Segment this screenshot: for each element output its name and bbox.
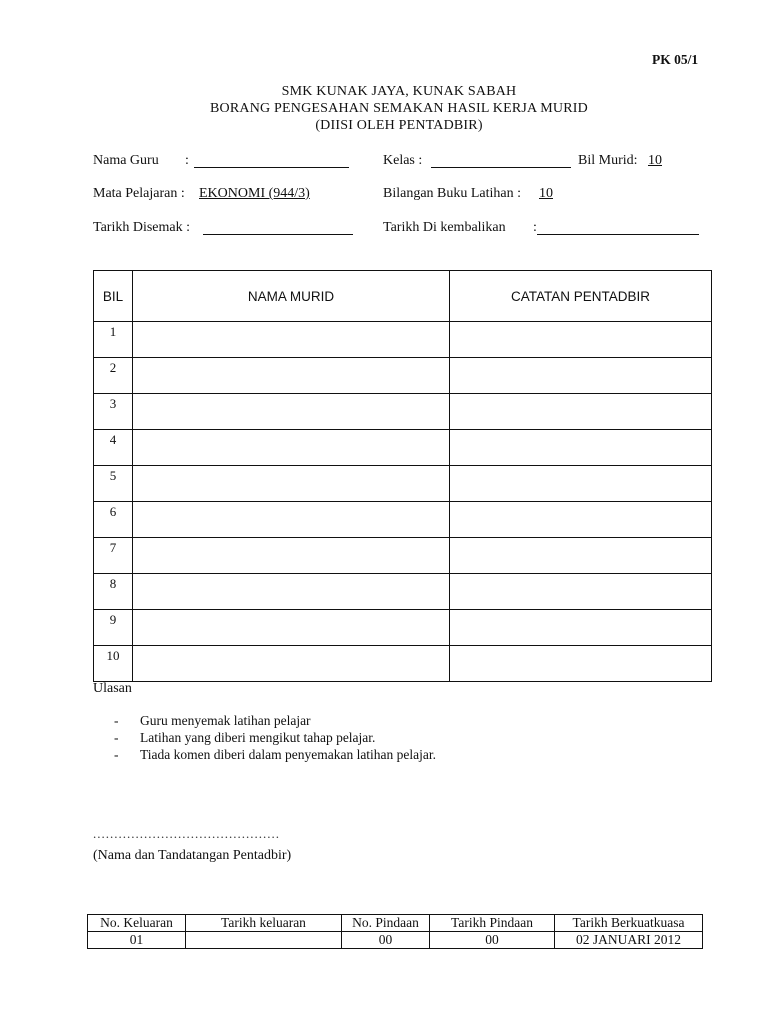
kelas-label: Kelas :: [383, 153, 423, 168]
list-item: [114, 746, 436, 763]
info-header-no-pindaan: No. Pindaan: [342, 915, 430, 932]
nama-murid-cell[interactable]: [133, 538, 450, 574]
catatan-cell[interactable]: [450, 466, 712, 502]
ulasan-text: Tiada komen diberi dalam penyemakan latihan pelajar.: [140, 747, 437, 762]
info-value-no-keluaran: 01: [88, 932, 186, 949]
tarikh-disemak-label: Tarikh Disemak :: [93, 220, 190, 235]
row-number: 10: [94, 646, 133, 682]
row-number: 1: [94, 322, 133, 358]
info-value-tarikh-pindaan: 00: [430, 932, 555, 949]
column-header-bil: BIL: [94, 271, 133, 322]
ulasan-text: Latihan yang diberi mengikut tahap pelajar.: [140, 730, 376, 745]
document-code: PK 05/1: [652, 52, 699, 67]
catatan-cell[interactable]: [450, 430, 712, 466]
nama-murid-cell[interactable]: [133, 466, 450, 502]
bil-murid-value: 10: [648, 153, 662, 168]
column-header-nama-murid: NAMA MURID: [133, 271, 450, 322]
row-number: 8: [94, 574, 133, 610]
row-number: 7: [94, 538, 133, 574]
row-number: 4: [94, 430, 133, 466]
bilangan-buku-value: 10: [539, 186, 553, 201]
nama-murid-cell[interactable]: [133, 358, 450, 394]
nama-guru-colon: :: [185, 153, 189, 168]
info-value-tarikh-keluaran: [186, 932, 342, 949]
document-info-table: [87, 914, 703, 949]
info-header-no-keluaran: No. Keluaran: [88, 915, 186, 932]
ulasan-title: Ulasan: [93, 681, 132, 696]
catatan-cell[interactable]: [450, 574, 712, 610]
nama-murid-cell[interactable]: [133, 502, 450, 538]
catatan-cell[interactable]: [450, 394, 712, 430]
school-name: SMK KUNAK JAYA, KUNAK SABAH: [281, 84, 517, 99]
row-number: 6: [94, 502, 133, 538]
nama-murid-cell[interactable]: [133, 646, 450, 682]
info-header-tarikh-pindaan: Tarikh Pindaan: [430, 915, 555, 932]
catatan-cell[interactable]: [450, 646, 712, 682]
tarikh-dikembalikan-colon: :: [533, 220, 537, 235]
table-row: [94, 574, 712, 610]
info-header-tarikh-keluaran: Tarikh keluaran: [186, 915, 342, 932]
table-row: [94, 646, 712, 682]
bullet-dash: -: [114, 713, 119, 728]
bilangan-buku-label: Bilangan Buku Latihan :: [383, 186, 522, 201]
info-header-row: [88, 915, 703, 932]
table-row: [94, 502, 712, 538]
table-row: [94, 394, 712, 430]
mata-pelajaran-label: Mata Pelajaran :: [93, 186, 185, 201]
table-row: [94, 538, 712, 574]
row-number: 3: [94, 394, 133, 430]
column-header-catatan: CATATAN PENTADBIR: [450, 271, 712, 322]
nama-guru-field[interactable]: [194, 154, 349, 168]
list-item: [114, 729, 436, 746]
bullet-dash: -: [114, 730, 119, 745]
catatan-cell[interactable]: [450, 538, 712, 574]
ulasan-text: Guru menyemak latihan pelajar: [140, 713, 311, 728]
nama-murid-cell[interactable]: [133, 430, 450, 466]
ulasan-list: [114, 712, 436, 763]
info-value-row: [88, 932, 703, 949]
nama-murid-cell[interactable]: [133, 394, 450, 430]
bullet-dash: -: [114, 747, 119, 762]
info-header-tarikh-berkuatkuasa: Tarikh Berkuatkuasa: [555, 915, 703, 932]
tarikh-dikembalikan-label: Tarikh Di kembalikan: [383, 220, 506, 235]
info-value-no-pindaan: 00: [342, 932, 430, 949]
form-subtitle: (DIISI OLEH PENTADBIR): [315, 118, 483, 133]
table-row: [94, 610, 712, 646]
table-row: [94, 358, 712, 394]
list-item: [114, 712, 436, 729]
bil-murid-label: Bil Murid:: [578, 153, 638, 168]
tarikh-disemak-field[interactable]: [203, 221, 353, 235]
kelas-field[interactable]: [431, 154, 571, 168]
catatan-cell[interactable]: [450, 358, 712, 394]
table-row: [94, 430, 712, 466]
row-number: 2: [94, 358, 133, 394]
table-header-row: [94, 271, 712, 322]
student-table: [93, 270, 712, 682]
catatan-cell[interactable]: [450, 502, 712, 538]
nama-guru-label: Nama Guru: [93, 153, 159, 168]
table-row: [94, 466, 712, 502]
tarikh-dikembalikan-field[interactable]: [537, 221, 699, 235]
mata-pelajaran-value: EKONOMI (944/3): [199, 186, 310, 201]
row-number: 5: [94, 466, 133, 502]
nama-murid-cell[interactable]: [133, 574, 450, 610]
info-value-tarikh-berkuatkuasa: 02 JANUARI 2012: [555, 932, 703, 949]
table-row: [94, 322, 712, 358]
signature-line[interactable]: ............................................: [93, 826, 280, 841]
nama-murid-cell[interactable]: [133, 322, 450, 358]
nama-murid-cell[interactable]: [133, 610, 450, 646]
row-number: 9: [94, 610, 133, 646]
form-title: BORANG PENGESAHAN SEMAKAN HASIL KERJA MURID: [210, 101, 588, 116]
catatan-cell[interactable]: [450, 610, 712, 646]
signature-label: (Nama dan Tandatangan Pentadbir): [93, 848, 292, 863]
catatan-cell[interactable]: [450, 322, 712, 358]
